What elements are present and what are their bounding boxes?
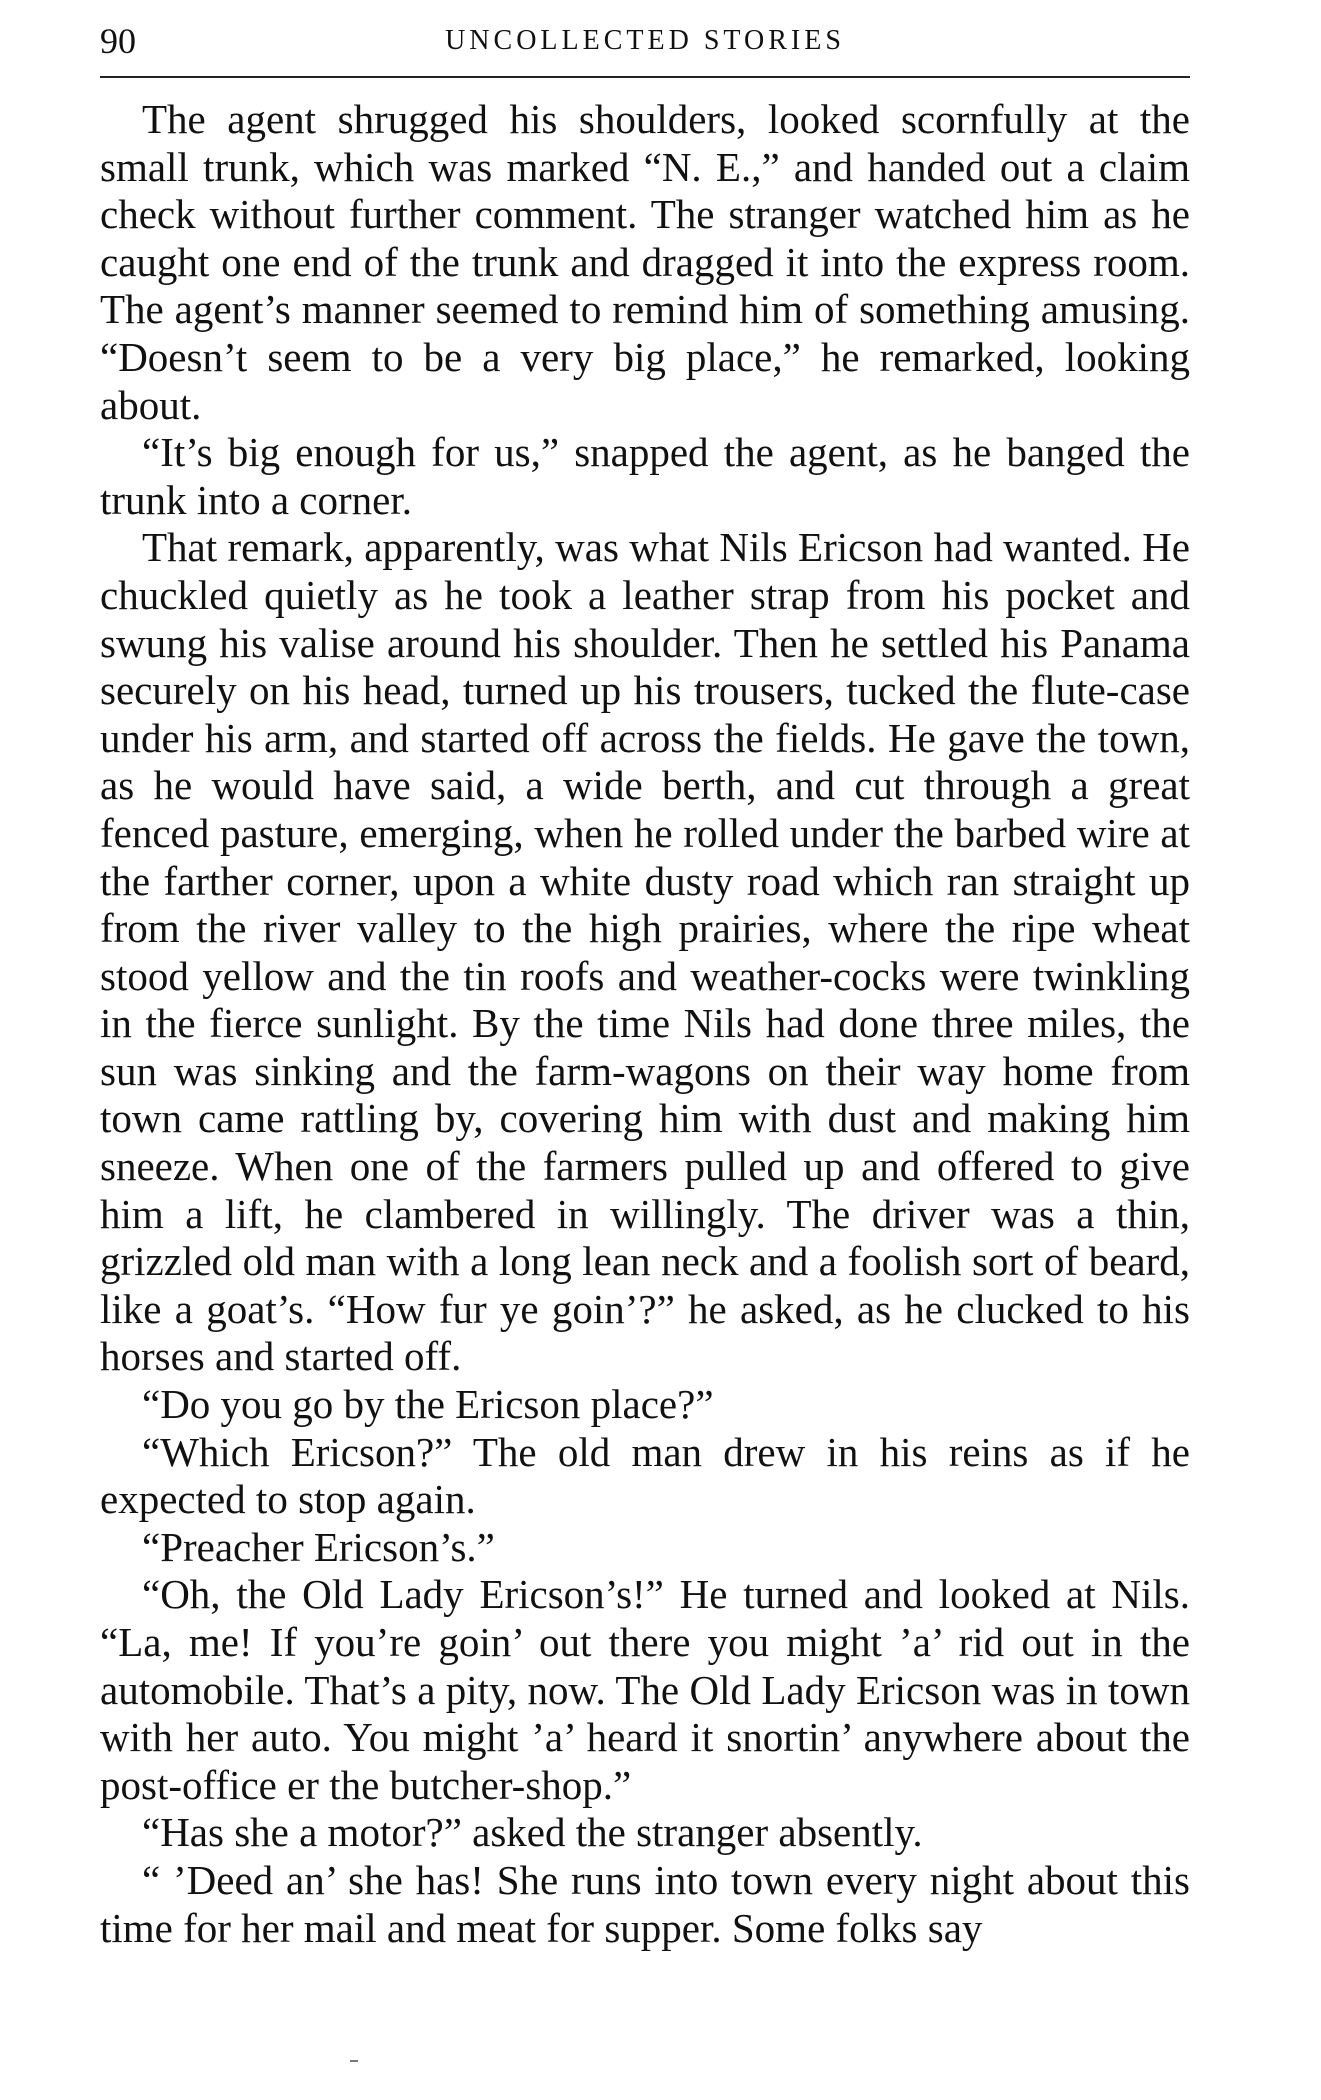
page-number: 90 bbox=[100, 21, 136, 61]
paragraph: The agent shrugged his shoulders, looked scornfully at the small trunk, which was marked “N. E.,” and handed out a claim check without further comment. The stranger watched him as he caught one end of the trunk and dragged it into the express room. The agent’s manner seemed to remind him of something amusing. “Doesn’t seem to be a very big place,” he remarked, looking about. bbox=[100, 96, 1190, 428]
paragraph: “Preacher Ericson’s.” bbox=[142, 1523, 495, 1570]
running-head bbox=[100, 16, 1190, 66]
paragraph: That remark, apparently, was what Nils Ericson had wanted. He chuckled quietly as he took a leather strap from his pocket and swung his valise around his shoulder. Then he settled his Panama securely on his head, turned up his trousers, tucked the flute-case under his arm, and started off across the fields. He gave the town, as he would have said, a wide berth, and cut through a great fenced pasture, emerging, when he rolled under the barbed wire at the farther corner, upon a white dusty road which ran straight up from the river valley to the high prairies, where the ripe wheat stood yellow and the tin roofs and weather-cocks were twinkling in the fierce sunlight. By the time Nils had done three miles, the sun was sinking and the farm-wagons on their way home from town came rattling by, covering him with dust and making him sneeze. When one of the farmers pulled up and offered to give him a lift, he clambered in willingly. The driver was a thin, grizzled old man with a long lean neck and a foolish sort of beard, like a goat’s. “How fur ye goin’?” he asked, as he clucked to his horses and started off. bbox=[100, 524, 1190, 1380]
paragraph: “Which Ericson?” The old man drew in his reins as if he expected to stop again. bbox=[100, 1428, 1190, 1523]
paragraph: “It’s big enough for us,” snapped the agent, as he banged the trunk into a corner. bbox=[100, 429, 1190, 523]
body-text bbox=[100, 96, 1190, 1952]
paragraph: “Do you go by the Ericson place?” bbox=[142, 1381, 714, 1428]
running-title: UNCOLLECTED STORIES bbox=[445, 25, 845, 56]
stray-ink-mark bbox=[350, 2060, 358, 2062]
header-rule bbox=[100, 76, 1190, 78]
paragraph: “Oh, the Old Lady Ericson’s!” He turned and looked at Nils. “La, me! If you’re goin’ out there you might ’a’ rid out in the automobile. That’s a pity, now. The Old Lady Ericson was in town with her auto. You might ’a’ heard it snortin’ anywhere about the post-office er the butcher-shop.” bbox=[100, 1571, 1190, 1808]
paragraph: “Has she a motor?” asked the stranger absently. bbox=[142, 1809, 923, 1856]
paragraph: “ ’Deed an’ she has! She runs into town every night about this time for her mail and meat for supper. Some folks say bbox=[100, 1856, 1190, 1951]
